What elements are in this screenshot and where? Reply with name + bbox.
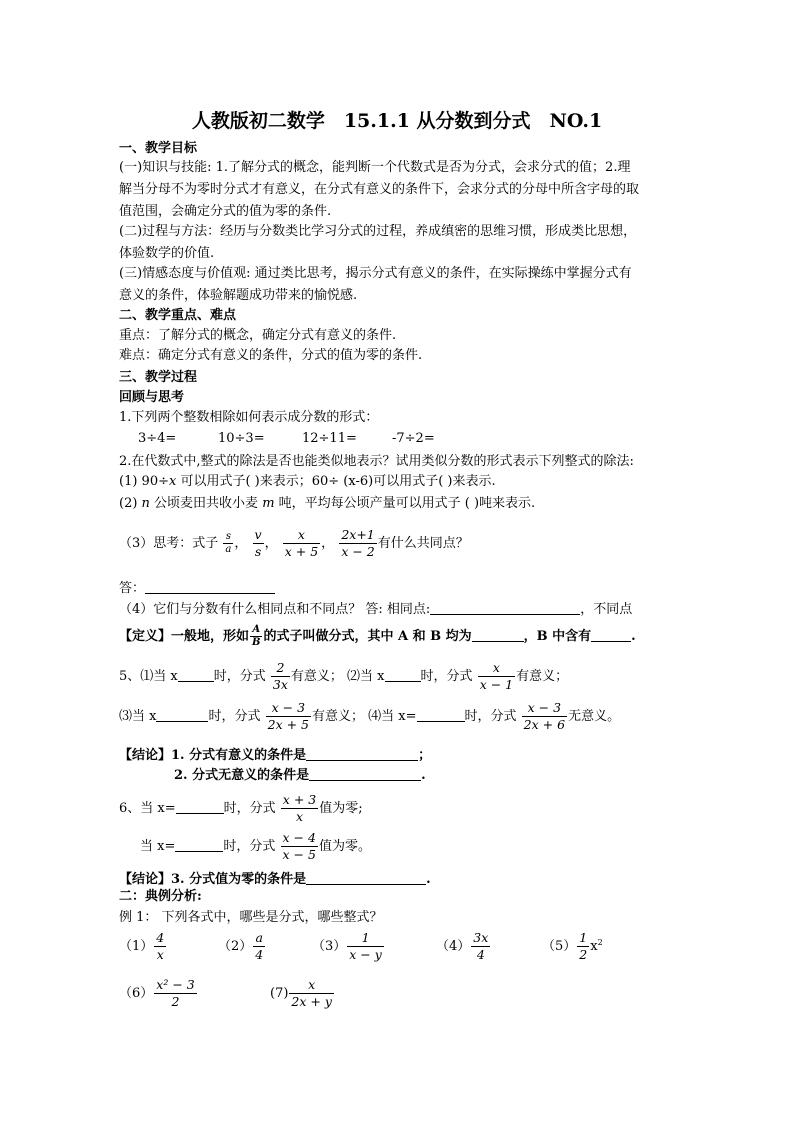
conclusion-1-blank[interactable] xyxy=(306,746,418,761)
q5-2-blank[interactable] xyxy=(385,667,421,682)
fraction-x4-x5: $\frac{x - 4}{x - 5}$ xyxy=(282,830,316,862)
question-1: 1.下列两个整数相除如何表示成分数的形式： xyxy=(119,410,379,425)
fraction-x23-2: $\frac{\text{x² − 3}}{2}$ xyxy=(156,977,195,1009)
question-4: （4）它们与分数有什么相同点和不同点？ 答: 相同点: ，不同点 xyxy=(119,602,633,617)
section-heading-process: 三、教学过程 xyxy=(119,370,198,385)
fraction-x-2xy: $\frac{x}{2x + y}$ xyxy=(291,977,332,1009)
fraction-x-x1: $\frac{x}{x - 1}$ xyxy=(479,660,514,692)
example-item-1: （1） $\frac{4}{x}$ xyxy=(119,930,165,962)
q1-item-1: 3÷4= xyxy=(138,431,177,446)
fraction-4-x: $\frac{4}{x}$ xyxy=(156,930,165,962)
fraction-2x1-x2: $\frac{2x+1}{x - 2}$ xyxy=(341,527,375,559)
fraction-x3-2x5: $\frac{x - 3}{2x + 5}$ xyxy=(267,700,310,732)
question-6-line-1: 6、当 x= 时，分式 $\frac{x + 3}{x}$ 值为零; xyxy=(119,792,363,824)
answer-line: 答： xyxy=(119,577,275,596)
objective-1-line-3: 值范围，会确定分式的值为零的条件. xyxy=(119,204,332,219)
example-item-6: （6） $\frac{\text{x² − 3}}{2}$ xyxy=(119,977,195,1009)
fraction-s-a: $\frac{s}{a}$ xyxy=(225,531,232,555)
example-item-2: （2） $\frac{a}{4}$ xyxy=(218,930,264,962)
conclusion-2: 2. 分式无意义的条件是 . xyxy=(174,768,426,783)
definition-blank-1[interactable] xyxy=(472,627,524,642)
fraction-2-3x: $\frac{2}{3x}$ xyxy=(272,660,288,692)
objective-3-line-1: (三)情感态度与价值观: 通过类比思考，揭示分式有意义的条件，在实际操练中掌握分式有 xyxy=(119,266,632,281)
fraction-1-xy: $\frac{1}{x - y}$ xyxy=(349,930,382,962)
fraction-a-4: $\frac{a}{4}$ xyxy=(255,930,264,962)
objective-3-line-2: 意义的条件，体验解题成功带来的愉悦感. xyxy=(119,288,358,303)
review-heading: 回顾与思考 xyxy=(119,390,185,405)
conclusion-3: 【结论】3. 分式值为零的条件是 . xyxy=(119,872,431,887)
answer-blank[interactable] xyxy=(145,579,275,594)
q1-item-4: -7÷2= xyxy=(392,431,435,446)
example-item-7: (7) $\frac{x}{2x + y}$ xyxy=(270,977,332,1009)
objective-1-line-1: (一)知识与技能: 1.了解分式的概念，能判断一个代数式是否为分式，会求分式的值；2.理 xyxy=(119,160,631,175)
section-heading-examples: 二：典例分析: xyxy=(119,889,202,904)
fraction-1-2: $\frac{1}{2}$ xyxy=(579,930,588,962)
q1-item-2: 10÷3= xyxy=(218,431,265,446)
definition: 【定义】一般地，形如 $\frac{A}{B}$ 的式子叫做分式，其中 A 和 B 均为 ，B 中含有 . xyxy=(119,624,636,648)
q6-2-blank[interactable] xyxy=(175,837,223,852)
difficult-point: 难点：确定分式有意义的条件，分式的值为零的条件. xyxy=(119,348,423,363)
example-1-prompt: 例 1： 下列各式中，哪些是分式，哪些整式？ xyxy=(119,910,383,925)
fraction-x-x5: $\frac{x}{x + 5}$ xyxy=(284,527,319,559)
q5-1-blank[interactable] xyxy=(178,667,214,682)
question-2-2: (2) n 公顷麦田共收小麦 m 吨，平均每公顷产量可以用式子 ( )吨来表示. xyxy=(119,496,536,511)
page-title: 人教版初二数学 15.1.1 从分数到分式 NO.1 xyxy=(191,110,603,132)
definition-blank-2[interactable] xyxy=(591,627,631,642)
fraction-x3-x: $\frac{x + 3}{x}$ xyxy=(282,792,317,824)
question-2-1: (1) 90÷x 可以用式子( )来表示；60÷ (x-6)可以用式子( )来表示. xyxy=(119,474,496,489)
fraction-x3-2x6: $\frac{x - 3}{2x + 6}$ xyxy=(523,700,566,732)
example-item-5: （5） $\frac{1}{2}$ $x^2$ xyxy=(542,930,603,962)
section-heading-keypoints: 二、教学重点、难点 xyxy=(119,308,237,323)
key-point: 重点：了解分式的概念，确定分式有意义的条件. xyxy=(119,328,397,343)
fraction-A-B: $\frac{A}{B}$ xyxy=(252,624,261,648)
q5-4-blank[interactable] xyxy=(417,707,465,722)
think-question: （3）思考：式子 $\frac{s}{a}$ ， $\frac{v}{s}$ ， $\frac{x}{x + 5}$ ， $\frac{2x+1}{x - 2}$ 有什么共同点？ xyxy=(119,527,469,559)
question-5-line-2: ⑶当 x 时，分式 $\frac{x - 3}{2x + 5}$ 有意义； ⑷当 x= 时，分式 $\frac{x - 3}{2x + 6}$ 无意义。 xyxy=(119,700,621,732)
q5-3-blank[interactable] xyxy=(156,707,208,722)
example-item-3: （3） $\frac{1}{x - y}$ xyxy=(312,930,382,962)
section-heading-objectives: 一、教学目标 xyxy=(119,141,198,156)
question-6-line-2: 当 x= 时，分式 $\frac{x - 4}{x - 5}$ 值为零。 xyxy=(140,830,371,862)
objective-2-line-1: (二)过程与方法：经历与分数类比学习分式的过程，养成缜密的思维习惯，形成类比思想， xyxy=(119,224,637,239)
conclusion-1: 【结论】1. 分式有意义的条件是 ； xyxy=(119,748,432,763)
example-item-4: （4） $\frac{3x}{4}$ xyxy=(436,930,489,962)
fraction-3x-4: $\frac{3x}{4}$ xyxy=(473,930,489,962)
conclusion-3-blank[interactable] xyxy=(306,870,426,885)
conclusion-2-blank[interactable] xyxy=(309,766,421,781)
q1-item-3: 12÷11= xyxy=(302,431,357,446)
same-points-blank[interactable] xyxy=(430,600,580,615)
objective-2-line-2: 体验数学的价值. xyxy=(119,246,215,261)
objective-1-line-2: 解当分母不为零时分式才有意义，在分式有意义的条件下，会求分式的分母中所含字母的取 xyxy=(119,182,640,197)
question-5-line-1: 5、⑴当 x 时，分式 $\frac{2}{3x}$ 有意义； ⑵当 x 时，分式 $\frac{x}{x - 1}$ 有意义； xyxy=(119,660,569,692)
question-2: 2.在代数式中,整式的除法是否也能类似地表示？试用类似分数的形式表示下列整式的除法: xyxy=(119,454,634,469)
q6-1-blank[interactable] xyxy=(176,799,224,814)
fraction-v-s: $\frac{v}{s}$ xyxy=(254,527,262,559)
